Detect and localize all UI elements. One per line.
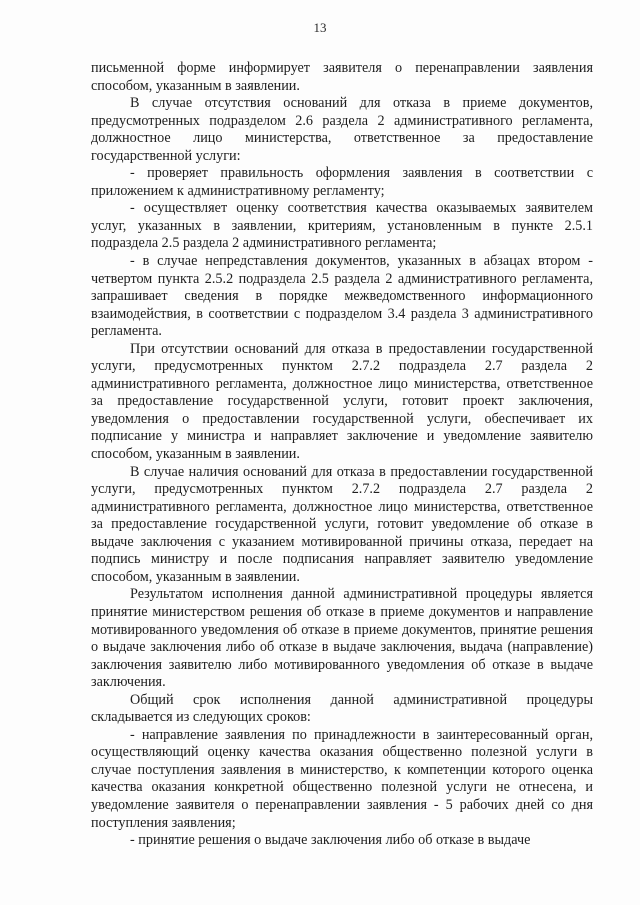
paragraph: - в случае непредставления документов, указанных в абзацах втором - четвертом пункта 2.5.2 подраздела 2.5 раздела 2 административного регламента, запрашивает сведения в порядке межведомственного информационного взаимодействия, в соответствии с подразделом 3.4 раздела 3 административного регламента. [91, 253, 593, 340]
paragraph: - принятие решения о выдаче заключения либо об отказе в выдаче [130, 832, 531, 849]
paragraph: - направление заявления по принадлежности в заинтересованный орган, осуществляющий оценку качества оказания общественно полезной услуги в случае поступления заявления в министерство, к компетенции которого оценка качества оказания конкретной общественно полезной услуги не отнесена, и уведомление заявителя о перенаправлении заявления - 5 рабочих дней со дня поступления заявления; [91, 726, 593, 831]
paragraph: В случае отсутствия оснований для отказа в приеме документов, предусмотренных подразделом 2.6 раздела 2 административного регламента, должностное лицо министерства, ответственное за предоставление государственной услуги: [91, 95, 593, 164]
paragraph: письменной форме информирует заявителя о перенаправлении заявления способом, указанным в заявлении. [91, 60, 593, 94]
document-body [91, 60, 593, 850]
page-number: 13 [313, 20, 327, 35]
paragraph: - осуществляет оценку соответствия качества оказываемых заявителем услуг, указанных в заявлении, критериям, установленным в пункте 2.5.1 подраздела 2.5 раздела 2 административного регламента; [91, 200, 593, 252]
paragraph: В случае наличия оснований для отказа в предоставлении государственной услуги, предусмотренных пунктом 2.7.2 подраздела 2.7 раздела 2 административного регламента, должностное лицо министерства, ответственное за предоставление государственной услуги, готовит уведомление об отказе в выдаче заключения с указанием мотивированной причины отказа, передает на подпись министру и после подписания направляет заявителю уведомление способом, указанным в заявлении. [91, 463, 593, 585]
paragraph: Результатом исполнения данной административной процедуры является принятие министерством решения об отказе в приеме документов и направление мотивированного уведомления об отказе в приеме документов, принятие решения о выдаче заключения либо об отказе в выдаче заключения, выдача (направление) заключения заявителю либо мотивированного уведомления об отказе в выдаче заключения. [91, 586, 593, 691]
paragraph: - проверяет правильность оформления заявления в соответствии с приложением к административному регламенту; [91, 165, 593, 199]
paragraph: При отсутствии оснований для отказа в предоставлении государственной услуги, предусмотренных пунктом 2.7.2 подраздела 2.7 раздела 2 административного регламента, должностное лицо министерства, ответственное за предоставление государственной услуги, готовит проект заключения, уведомления о предоставлении государственной услуги, обеспечивает их подписание у министра и направляет заключение и уведомление заявителю способом, указанным в заявлении. [91, 340, 593, 463]
paragraph: Общий срок исполнения данной административной процедуры складывается из следующих сроков: [91, 691, 593, 726]
